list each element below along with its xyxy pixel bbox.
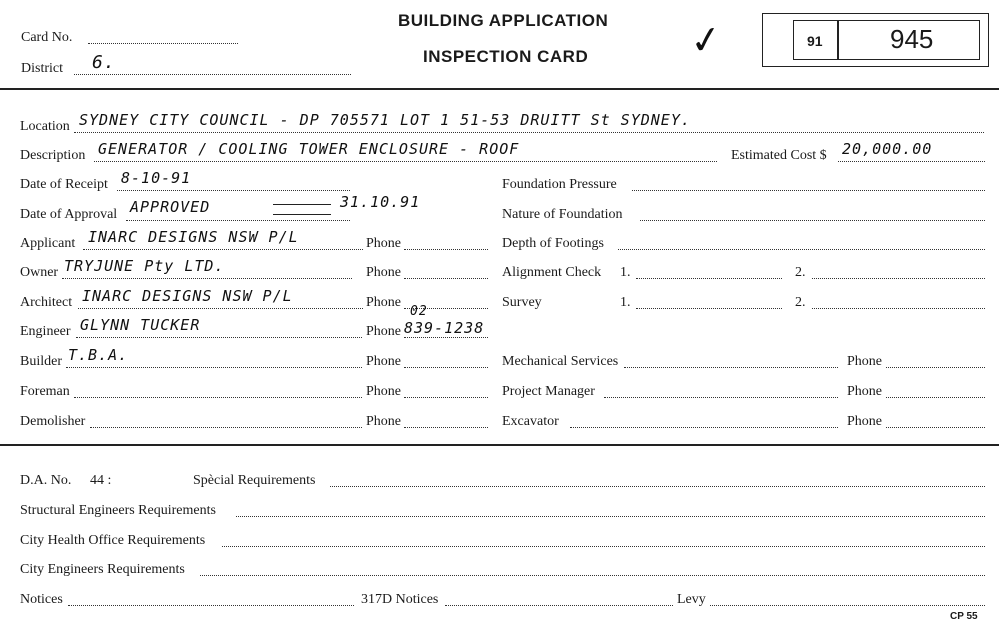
engineer-phone-field[interactable] — [404, 337, 488, 338]
city-engineers-requirements-field[interactable] — [200, 575, 985, 576]
alignment-check-field-1[interactable] — [636, 278, 782, 279]
excavator-field[interactable] — [570, 427, 838, 428]
description-value: GENERATOR / COOLING TOWER ENCLOSURE - ROOF — [98, 140, 520, 158]
district-value: 6. — [92, 52, 116, 73]
survey-field-1[interactable] — [636, 308, 782, 309]
survey-field-2[interactable] — [812, 308, 985, 309]
architect-field[interactable] — [78, 308, 363, 309]
levy-field[interactable] — [710, 605, 985, 606]
excavator-label: Excavator — [502, 414, 559, 429]
foreman-phone-label: Phone — [366, 384, 401, 399]
district-field[interactable] — [74, 74, 351, 75]
checkmark-icon: ✓ — [687, 15, 725, 65]
estimated-cost-field[interactable] — [838, 161, 985, 162]
requirements-divider — [0, 444, 999, 446]
special-requirements-field[interactable] — [330, 486, 985, 487]
date-of-receipt-field[interactable] — [117, 190, 350, 191]
strikeout-mark — [273, 204, 331, 215]
card-prefix: 91 — [807, 33, 823, 49]
engineer-phone-label: Phone — [366, 324, 401, 339]
owner-value: TRYJUNE Pty LTD. — [64, 257, 225, 275]
engineer-phone-prefix: 02 — [410, 304, 428, 319]
notices-label: Notices — [20, 592, 63, 607]
applicant-phone-label: Phone — [366, 236, 401, 251]
date-of-receipt-value: 8-10-91 — [121, 169, 192, 187]
applicant-value: INARC DESIGNS NSW P/L — [88, 228, 299, 246]
mechanical-services-label: Mechanical Services — [502, 354, 619, 369]
notices-317d-label: 317D Notices — [361, 592, 439, 607]
project-manager-label: Project Manager — [502, 384, 595, 399]
builder-field[interactable] — [66, 367, 362, 368]
project-manager-field[interactable] — [604, 397, 838, 398]
excavator-phone-label: Phone — [847, 414, 882, 429]
nature-of-foundation-field[interactable] — [640, 220, 985, 221]
date-of-approval-label: Date of Approval — [20, 207, 118, 222]
special-requirements-label: Spècial Requirements — [193, 473, 316, 488]
footer-code: CP 55 — [950, 611, 978, 622]
estimated-cost-value: 20,000.00 — [842, 140, 933, 158]
district-label: District — [21, 61, 63, 76]
excavator-phone-field[interactable] — [886, 427, 985, 428]
alignment-check-label: Alignment Check — [502, 265, 602, 280]
health-requirements-label: City Health Office Requirements — [20, 533, 206, 548]
alignment-check-num1: 1. — [620, 265, 631, 280]
project-manager-phone-field[interactable] — [886, 397, 985, 398]
form-title: BUILDING APPLICATION — [398, 11, 609, 30]
alignment-check-field-2[interactable] — [812, 278, 985, 279]
card-no-field[interactable] — [88, 43, 238, 44]
architect-label: Architect — [20, 295, 73, 310]
approval-stamp: APPROVED — [130, 198, 211, 216]
architect-value: INARC DESIGNS NSW P/L — [82, 287, 293, 305]
date-of-receipt-label: Date of Receipt — [20, 177, 108, 192]
foreman-field[interactable] — [74, 397, 362, 398]
da-no-value: 44 : — [90, 473, 112, 488]
demolisher-phone-field[interactable] — [404, 427, 488, 428]
mechanical-services-field[interactable] — [624, 367, 838, 368]
depth-of-footings-label: Depth of Footings — [502, 236, 604, 251]
alignment-check-num2: 2. — [795, 265, 806, 280]
survey-num2: 2. — [795, 295, 806, 310]
demolisher-phone-label: Phone — [366, 414, 401, 429]
location-value: SYDNEY CITY COUNCIL - DP 705571 LOT 1 51-53 DRUITT St SYDNEY. — [79, 111, 691, 129]
date-of-approval-field[interactable] — [126, 220, 350, 221]
applicant-label: Applicant — [20, 236, 76, 251]
foreman-phone-field[interactable] — [404, 397, 488, 398]
da-no-label: D.A. No. — [20, 473, 72, 488]
structural-requirements-label: Structural Engineers Requirements — [20, 503, 216, 518]
mechanical-phone-label: Phone — [847, 354, 882, 369]
demolisher-label: Demolisher — [20, 414, 86, 429]
builder-label: Builder — [20, 354, 62, 369]
foundation-pressure-field[interactable] — [632, 190, 985, 191]
owner-field[interactable] — [62, 278, 352, 279]
location-field[interactable] — [74, 132, 984, 133]
levy-label: Levy — [677, 592, 706, 607]
builder-phone-label: Phone — [366, 354, 401, 369]
owner-phone-field[interactable] — [404, 278, 488, 279]
location-label: Location — [20, 119, 70, 134]
foreman-label: Foreman — [20, 384, 70, 399]
card-no-label: Card No. — [21, 30, 73, 45]
project-manager-phone-label: Phone — [847, 384, 882, 399]
foundation-pressure-label: Foundation Pressure — [502, 177, 617, 192]
description-label: Description — [20, 148, 86, 163]
depth-of-footings-field[interactable] — [618, 249, 985, 250]
owner-label: Owner — [20, 265, 59, 280]
description-field[interactable] — [94, 161, 717, 162]
architect-phone-label: Phone — [366, 295, 401, 310]
structural-requirements-field[interactable] — [236, 516, 985, 517]
form-subtitle: INSPECTION CARD — [423, 47, 589, 66]
engineer-field[interactable] — [76, 337, 362, 338]
owner-phone-label: Phone — [366, 265, 401, 280]
applicant-phone-field[interactable] — [404, 249, 488, 250]
demolisher-field[interactable] — [90, 427, 362, 428]
engineer-value: GLYNN TUCKER — [80, 316, 201, 334]
header-divider — [0, 88, 999, 90]
estimated-cost-label: Estimated Cost $ — [731, 148, 827, 163]
engineer-phone-value: 839-1238 — [404, 319, 485, 337]
city-engineers-requirements-label: City Engineers Requirements — [20, 562, 185, 577]
mechanical-phone-field[interactable] — [886, 367, 985, 368]
health-requirements-field[interactable] — [222, 546, 985, 547]
engineer-label: Engineer — [20, 324, 71, 339]
card-number: 945 — [890, 24, 934, 54]
survey-num1: 1. — [620, 295, 631, 310]
builder-value: T.B.A. — [68, 346, 129, 364]
notices-317d-field[interactable] — [445, 605, 673, 606]
nature-of-foundation-label: Nature of Foundation — [502, 207, 623, 222]
applicant-field[interactable] — [83, 249, 363, 250]
notices-field[interactable] — [68, 605, 354, 606]
approval-date: 31.10.91 — [340, 193, 421, 211]
survey-label: Survey — [502, 295, 542, 310]
builder-phone-field[interactable] — [404, 367, 488, 368]
